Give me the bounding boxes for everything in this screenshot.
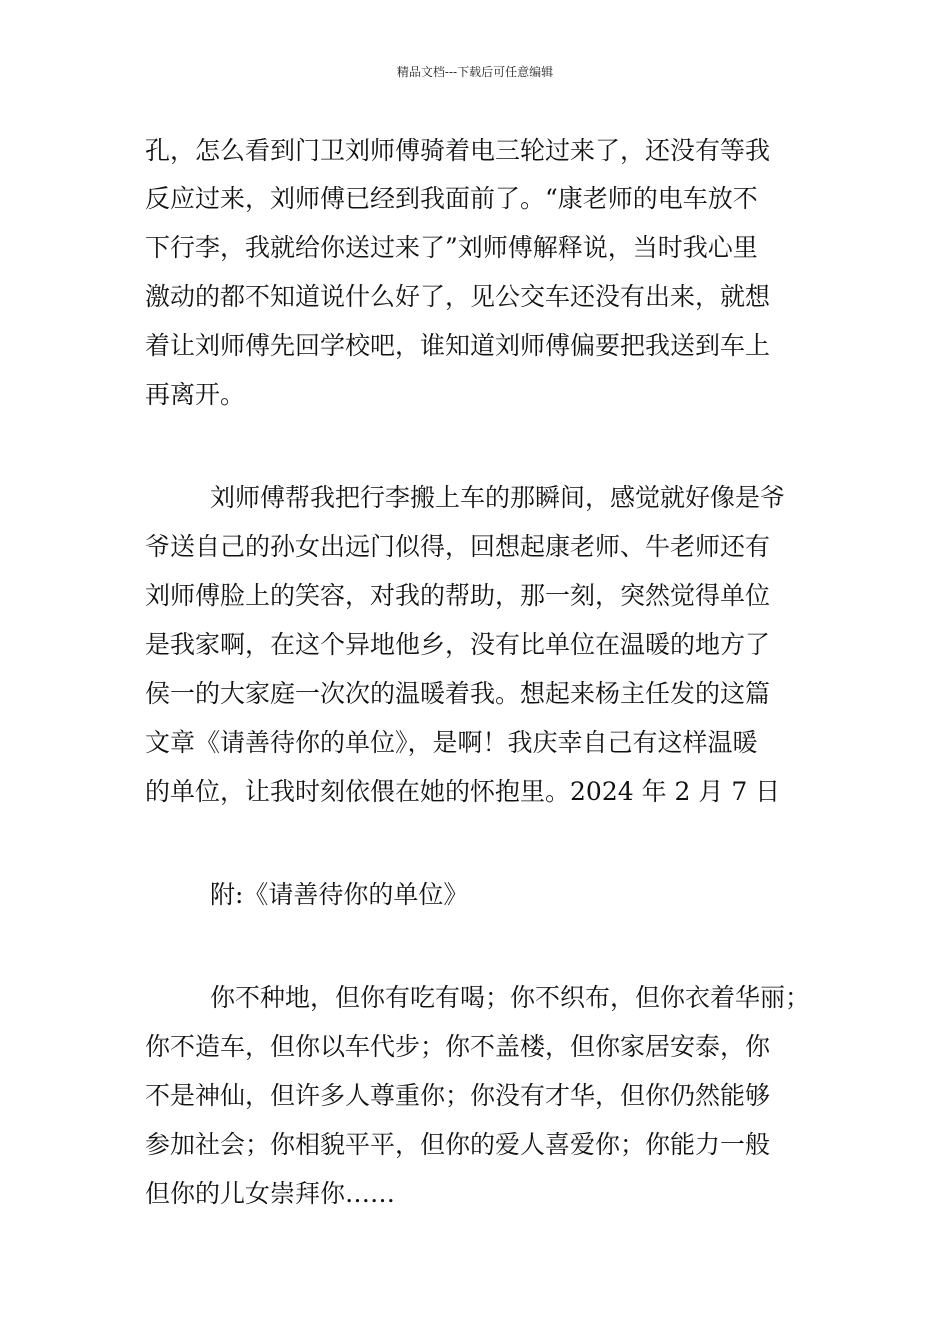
paragraph-1-line-2: 反应过来，刘师傅已经到我面前了。“康老师的电车放不 <box>145 184 758 213</box>
paragraph-1-line-1: 孔，怎么看到门卫刘师傅骑着电三轮过来了，还没有等我 <box>145 136 771 165</box>
paragraph-4-line-1: 你不种地，但你有吃有喝；你不织布，但你衣着华丽； <box>210 983 811 1012</box>
paragraph-2-line-2: 爷送自己的孙女出远门似得，回想起康老师、牛老师还有 <box>145 532 771 561</box>
paragraph-2-line-7: 的单位，让我时刻依偎在她的怀抱里。2024 年 2 月 7 日 <box>145 777 781 806</box>
paragraph-4-line-3: 不是神仙，但许多人尊重你；你没有才华，但你仍然能够 <box>145 1081 771 1110</box>
paragraph-1-line-6: 再离开。 <box>145 380 246 409</box>
paragraph-2-line-1: 刘师傅帮我把行李搬上车的那瞬间，感觉就好像是爷 <box>210 483 786 512</box>
paragraph-2-line-4: 是我家啊，在这个异地他乡，没有比单位在温暖的地方了 <box>145 630 771 659</box>
page-header: 精品文档---下载后可任意编辑 <box>396 65 554 79</box>
paragraph-2-line-3: 刘师傅脸上的笑容，对我的帮助，那一刻，突然觉得单位 <box>145 581 771 610</box>
paragraph-4-line-4: 参加社会；你相貌平平，但你的爱人喜爱你；你能力一般 <box>145 1130 771 1159</box>
paragraph-1-line-5: 着让刘师傅先回学校吧，谁知道刘师傅偏要把我送到车上 <box>145 331 771 360</box>
paragraph-2-line-5: 侯一的大家庭一次次的温暖着我。想起来杨主任发的这篇 <box>145 679 771 708</box>
paragraph-4-line-2: 你不造车，但你以车代步；你不盖楼，但你家居安泰，你 <box>145 1032 771 1061</box>
appendix-title: 附:《请善待你的单位》 <box>210 880 469 909</box>
paragraph-1-line-4: 激动的都不知道说什么好了，见公交车还没有出来，就想 <box>145 282 771 311</box>
paragraph-4-line-5: 但你的儿女崇拜你…… <box>145 1179 396 1208</box>
paragraph-1-line-3: 下行李，我就给你送过来了”刘师傅解释说，当时我心里 <box>145 233 758 262</box>
paragraph-2-line-6: 文章《请善待你的单位》，是啊！我庆幸自己有这样温暖 <box>145 728 758 757</box>
